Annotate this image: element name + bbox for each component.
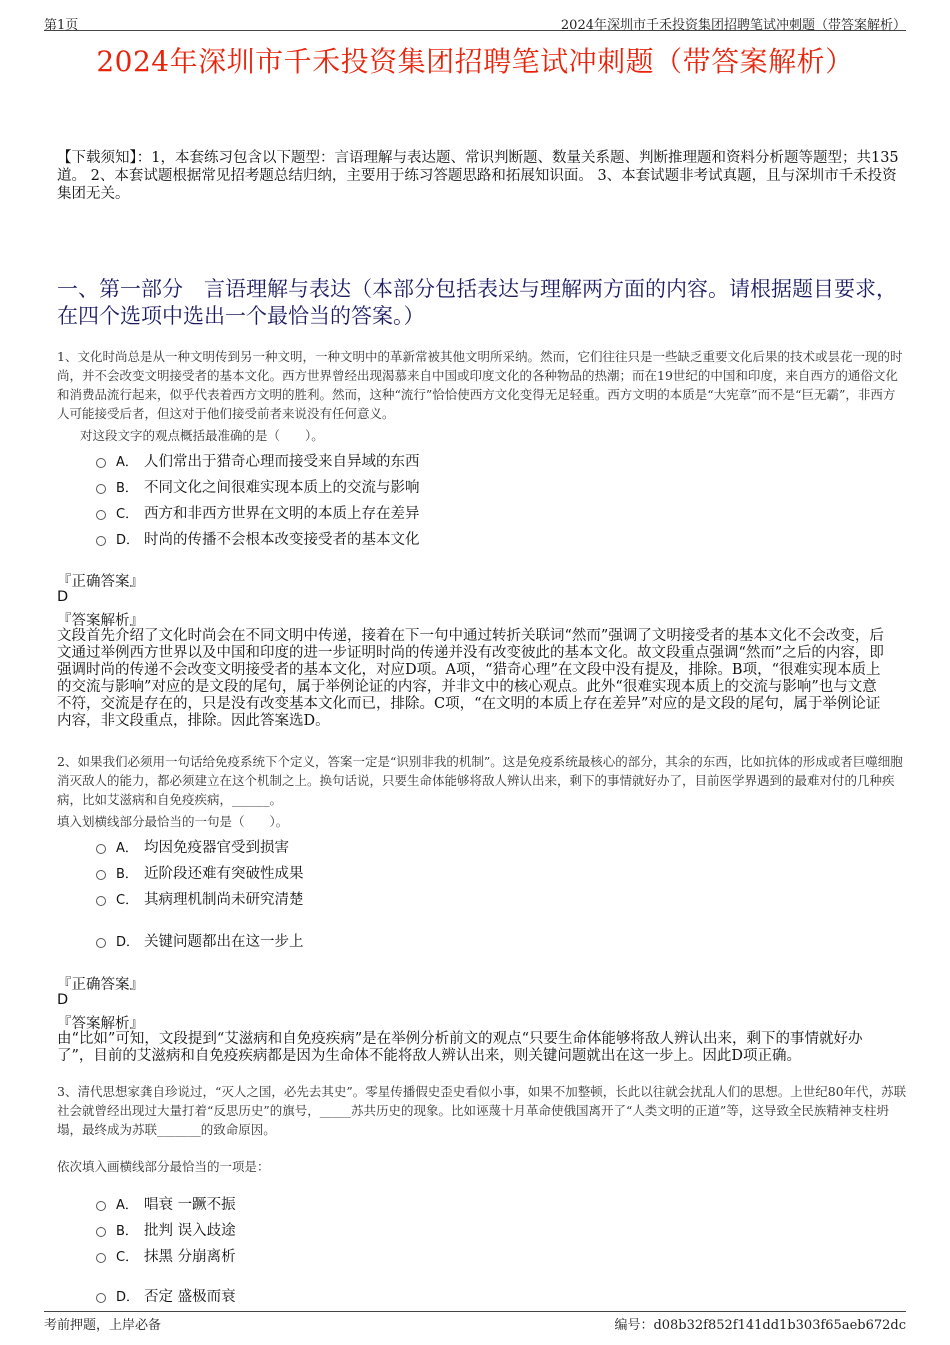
- footer-slogan: 考前押题，上岸必备: [44, 1318, 162, 1333]
- question-1-option-a[interactable]: A． 人们常出于猎奇心理而接受来自异域的东西: [96, 450, 420, 471]
- question-2-prompt: 填入划横线部分最恰当的一句是（ ）。: [57, 814, 289, 829]
- question-1-text: 1、文化时尚总是从一种文明传到另一种文明，一种文明中的革新常被其他文明所采纳。然而，它们往往只是一些缺乏重要文化后果的技术或昙花一现的时尚，并不会改变文明接受者的基本文化。西方世界曾经出现渴慕来自中国或印度文化的各种物品的热潮；而在19世纪的中国和印度，来自西方的通俗文化和消费品流行起来，似乎代表着西方文明的胜利。然而，这种“流行”恰恰使西方文化变得无足轻重。西方文明的本质是“大宪章”而不是“巨无霸”，非西方人可能接受后者，但这对于他们接受前者来说没有任何意义。: [57, 349, 903, 421]
- header-page-number: 第1页: [44, 18, 79, 33]
- radio-icon[interactable]: [96, 510, 106, 520]
- question-3-text: 3、清代思想家龚自珍说过，“灭人之国，必先去其史”。零星传播假史歪史看似小事，如果不加整顿，长此以往就会扰乱人们的思想。上世纪80年代，苏联社会就曾经出现过大量打着“反思历史”的旗号，_____苏共历史的现象。比如诬蔑十月革命使俄国离开了“人类文明的正道”等，这导致全民族精神支柱坍塌，最终成为苏联_______的致命原因。: [57, 1084, 907, 1137]
- question-1-prompt: 对这段文字的观点概括最准确的是（ ）。: [80, 428, 324, 443]
- question-3-option-c[interactable]: C． 抹黑 分崩离析: [96, 1245, 236, 1266]
- download-notice: 【下载须知】：1，本套练习包含以下题型：言语理解与表达题、常识判断题、数量关系题、判断推理题和资料分析题等题型；共135道。 2、本套试题根据常见招考题总结归纳，主要用于练习答题思路和拓展知识面。 3、本套试题非考试真题，且与深圳市千禾投资集团无关。: [57, 150, 899, 202]
- radio-icon[interactable]: [96, 1227, 106, 1237]
- radio-icon[interactable]: [96, 484, 106, 494]
- question-2-analysis-label: 『答案解析』: [57, 1016, 144, 1032]
- radio-icon[interactable]: [96, 896, 106, 906]
- question-2-option-a[interactable]: A． 均因免疫器官受到损害: [96, 836, 289, 857]
- question-1-option-b[interactable]: B． 不同文化之间很难实现本质上的交流与影响: [96, 476, 420, 497]
- question-2-text: 2、如果我们必须用一句话给免疫系统下个定义，答案一定是“识别非我的机制”。这是免疫系统最核心的部分，其余的东西，比如抗体的形成或者巨噬细胞消灭敌人的能力，都必须建立在这个机制之上。换句话说，只要生命体能够将敌人辨认出来，剩下的事情就好办了，目前医学界遇到的最难对付的几种疾病，比如艾滋病和自免疫疾病，______。: [57, 754, 903, 807]
- radio-icon[interactable]: [96, 844, 106, 854]
- question-2-option-b[interactable]: B． 近阶段还难有突破性成果: [96, 862, 304, 883]
- question-3-option-a[interactable]: A． 唱衰 一蹶不振: [96, 1193, 236, 1214]
- radio-icon[interactable]: [96, 458, 106, 468]
- question-2-answer: D: [57, 992, 69, 1008]
- question-1-answer: D: [57, 589, 69, 605]
- section-heading: 一、第一部分 言语理解与表达（本部分包括表达与理解两方面的内容。请根据题目要求，在四个选项中选出一个最恰当的答案。）: [57, 277, 897, 328]
- question-1-correct-label: 『正确答案』: [57, 574, 144, 590]
- question-3-option-b[interactable]: B． 批判 误入歧途: [96, 1219, 236, 1240]
- footer-divider: [44, 1311, 906, 1312]
- footer-document-id: 编号：d08b32f852f141dd1b303f65aeb672dc: [614, 1318, 906, 1333]
- radio-icon[interactable]: [96, 870, 106, 880]
- radio-icon[interactable]: [96, 536, 106, 546]
- radio-icon[interactable]: [96, 1201, 106, 1211]
- question-3-option-d[interactable]: D． 否定 盛极而衰: [96, 1285, 236, 1306]
- header-doc-title: 2024年深圳市千禾投资集团招聘笔试冲刺题（带答案解析）: [560, 18, 906, 33]
- radio-icon[interactable]: [96, 1293, 106, 1303]
- page-title: 2024年深圳市千禾投资集团招聘笔试冲刺题（带答案解析）: [96, 45, 854, 78]
- question-2-analysis: 由“比如”可知，文段提到“艾滋病和自免疫疾病”是在举例分析前文的观点“只要生命体能够将敌人辨认出来，剩下的事情就好办了”，目前的艾滋病和自免疫疾病都是因为生命体不能将敌人辨认出来，则关键问题就出在这一步上。因此D项正确。: [57, 1031, 863, 1064]
- question-2-option-c[interactable]: C． 其病理机制尚未研究清楚: [96, 888, 304, 909]
- question-1-option-d[interactable]: D． 时尚的传播不会根本改变接受者的基本文化: [96, 528, 420, 549]
- question-1-option-c[interactable]: C． 西方和非西方世界在文明的本质上存在差异: [96, 502, 420, 523]
- question-2-option-d[interactable]: D． 关键问题都出在这一步上: [96, 930, 304, 951]
- radio-icon[interactable]: [96, 1253, 106, 1263]
- radio-icon[interactable]: [96, 938, 106, 948]
- question-2-correct-label: 『正确答案』: [57, 977, 144, 993]
- question-1-analysis: 文段首先介绍了文化时尚会在不同文明中传递，接着在下一句中通过转折关联词“然而”强调了文明接受者的基本文化不会改变，后文通过举例西方世界以及中国和印度的进一步证明时尚的传递并没有改变彼此的基本文化。故文段重点强调“然而”之后的内容，即强调时尚的传递不会改变文明接受者的基本文化，对应D项。A项，“猎奇心理”在文段中没有提及，排除。B项，“很难实现本质上的交流与影响”对应的是文段的尾句，属于举例论证的内容，并非文中的核心观点。此外“很难实现本质上的交流与影响”也与文意不符，交流是存在的，只是没有改变基本文化而已，排除。C项，“在文明的本质上存在差异”对应的是文段的尾句，属于举例论证内容，非文段重点，排除。因此答案选D。: [57, 628, 884, 729]
- header-divider: [44, 30, 906, 31]
- question-1-analysis-label: 『答案解析』: [57, 613, 144, 629]
- question-3-prompt: 依次填入画横线部分最恰当的一项是：: [57, 1159, 270, 1174]
